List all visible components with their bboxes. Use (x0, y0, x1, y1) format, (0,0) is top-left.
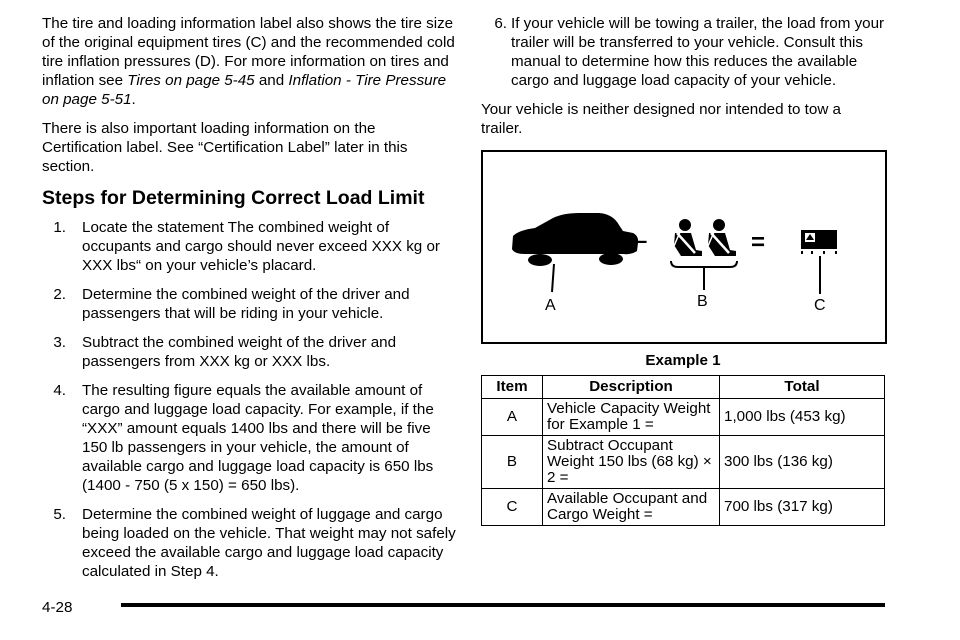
column-header-item: Item (482, 376, 543, 399)
step-number: 4. (53, 382, 66, 399)
step-item (42, 218, 457, 275)
paragraph-text: The tire and loading information label also shows the tire size of the original equipment tires (C) and the recommended cold tire inflation pressures (D). For more information on tires and inflation see (42, 15, 455, 89)
label-b: B (697, 293, 708, 310)
step-text: Determine the combined weight of luggage and cargo being loaded on the vehicle. That weight may not safely exceed the available cargo and luggage load capacity calculated in Step 4. (82, 506, 456, 580)
tires-link[interactable]: Tires on page 5-45 (127, 72, 255, 89)
left-column (42, 14, 457, 591)
column-header-total: Total (720, 376, 885, 399)
step-item (42, 505, 457, 581)
equals-sign: = (751, 229, 766, 256)
vehicle-icon (512, 213, 638, 292)
table-header-row (482, 376, 885, 399)
step-text: Determine the combined weight of the driver and passengers that will be riding in your vehicle. (82, 286, 410, 322)
table-row (482, 399, 885, 436)
inflation-link[interactable]: Inflation - Tire Pressure on page 5-51 (42, 72, 447, 108)
step-number: 6. (494, 15, 507, 32)
cargo-icon (801, 230, 837, 294)
item-cell: B (482, 436, 543, 489)
step-item (481, 14, 885, 90)
step-number: 3. (53, 334, 66, 351)
table-row (482, 436, 885, 489)
total-cell: 1,000 lbs (453 kg) (720, 399, 885, 436)
step-text: The resulting figure equals the available amount of cargo and luggage load capacity. For example, if the “XXX” amount equals 1400 lbs and there will be five 150 lb passengers in your vehicle, the amount of available cargo and luggage load capacity is 650 lbs (1400 - 750 (5 x 150) = 650 lbs). (82, 382, 434, 494)
paragraph-text: . (131, 91, 136, 108)
total-cell: 300 lbs (136 kg) (720, 436, 885, 489)
footer-divider (121, 603, 885, 607)
section-heading: Steps for Determining Correct Load Limit (42, 187, 425, 209)
item-cell: C (482, 489, 543, 526)
step-item (42, 285, 457, 323)
steps-list-continued (481, 14, 885, 90)
right-column (481, 14, 885, 526)
load-equation-illustration (483, 152, 885, 342)
step-item (42, 333, 457, 371)
certification-paragraph: There is also important loading information on the Certification label. See “Certification Label” later in this section. (42, 120, 408, 175)
paragraph-text: and (254, 72, 289, 89)
description-cell: Vehicle Capacity Weight for Example 1 = (543, 399, 720, 436)
steps-list (42, 218, 457, 581)
step-item (42, 381, 457, 495)
step-text: If your vehicle will be towing a trailer, the load from your trailer will be transferred to your vehicle. Consult this manual to determine how this reduces the available cargo and luggage load capacity of your vehicle. (511, 15, 885, 89)
description-cell: Subtract Occupant Weight 150 lbs (68 kg) × 2 = (543, 436, 720, 489)
step-number: 1. (53, 219, 66, 236)
figure-caption: Example 1 (645, 352, 721, 369)
column-header-description: Description (543, 376, 720, 399)
table-row (482, 489, 885, 526)
description-cell: Available Occupant and Cargo Weight = (543, 489, 720, 526)
minus-sign: – (635, 228, 648, 253)
example-table (481, 375, 885, 526)
occupant-icon (671, 219, 737, 290)
trailer-paragraph: Your vehicle is neither designed nor intended to tow a trailer. (481, 101, 841, 137)
item-cell: A (482, 399, 543, 436)
total-cell: 700 lbs (317 kg) (720, 489, 885, 526)
step-text: Subtract the combined weight of the driver and passengers from XXX kg or XXX lbs. (82, 334, 397, 370)
step-number: 5. (53, 506, 66, 523)
step-text: Locate the statement The combined weight of occupants and cargo should never exceed XXX kg or XXX lbs“ on your vehicle’s placard. (82, 219, 440, 274)
step-number: 2. (53, 286, 66, 303)
label-c: C (814, 297, 826, 314)
example-figure (481, 150, 887, 344)
page-number: 4-28 (42, 599, 73, 616)
label-a: A (545, 297, 556, 314)
tire-label-paragraph (42, 14, 457, 109)
